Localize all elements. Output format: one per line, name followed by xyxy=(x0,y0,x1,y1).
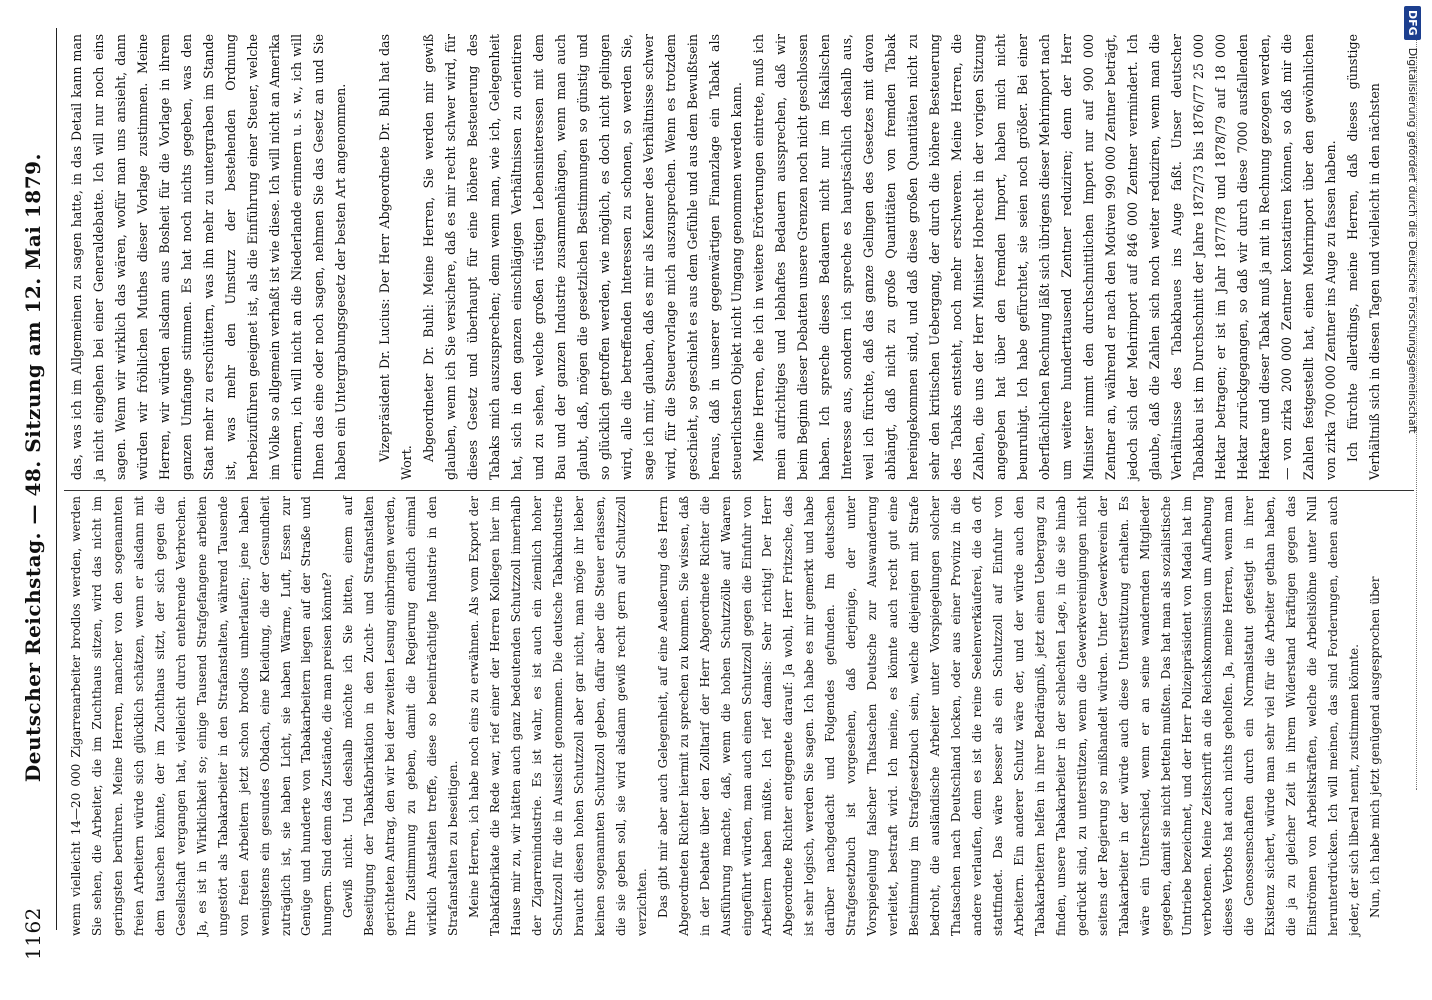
paragraph-left: Meine Herren, ich habe noch eins zu erwähnen. Als vom Export der Tabakfabrikate die Rede war, rief einer der Herren Kollegen hier im Hause mir zu, wir hätten auch ganz bedeutenden Schutzzoll innerhalb der Zigarrenindustrie. Es ist wahr, es ist auch ein ziemlich hoher Schutzzoll für die in Aussicht genommen. Die deutsche Tabakindustrie braucht diesen hohen Schutzzoll aber gar nicht, man möge ihr lieber keinen sogenannten Schutzzoll geben, dafür aber die Steuer erlassen, die sie geben soll, sie wird alsdann gewiß recht gern auf Schutzzoll verzichten. xyxy=(467,496,649,936)
column-divider xyxy=(64,490,1414,491)
page-header xyxy=(14,28,52,960)
text-column-left xyxy=(66,496,1386,936)
paragraph-left: Gewiß nicht. Und deshalb möchte ich Sie bitten, einem auf Beseitigung der Tabakfabrikation in den Zucht- und Strafanstalten gerichteten Antrag, den wir bei der zweiten Lesung einbringen werden, Ihre Zustimmung zu geben, damit die Regierung endlich einmal wirklich Anstalten treffe, diese so beeinträchtigte Industrie in den Strafanstalten zu beseitigen. xyxy=(341,496,461,936)
paragraph-left: Nun, ich habe mich jetzt genügend ausgesprochen über xyxy=(1368,576,1383,918)
paragraph-right: Meine Herren, ehe ich in weitere Erörterungen eintrete, muß ich mein aufrichtiges und lebhaftes Bedauern aussprechen, daß wir beim Beginn dieser Debatten unsere Grenzen noch nicht geschlossen haben. Ich spreche dieses Bedauern nicht nur im fiskalischen Interesse aus, sondern ich spreche es hauptsächlich deshalb aus, weil ich fürchte, daß das ganze Gelingen des Gesetzes mit davon abhängt, daß nicht zu große Quantitäten von fremden Tabak hereingekommen sind, und daß diese großen Quantitäten nicht zu sehr den kritischen Uebergang, der durch die höhere Besteuerung des Tabaks entsteht, noch mehr erschweren. Meine Herren, die Zahlen, die uns der Herr Minister Hobrecht in der vorigen Sitzung angegeben hat über den fremden Import, haben mich nicht beunruhigt. Ich habe gefürchtet, sie seien noch größer. Bei einer oberflächlichen Rechnung läßt sich übrigens dieser Mehrimport nach um weitere hunderttausend Zentner reduziren; denn der Herr Minister nimmt den durchschnittlichen Import nur auf 900 000 Zentner an, während er nach den Motiven 990 000 Zentner beträgt, jedoch sich der Mehrimport auf 846 000 Zentner vermindert. Ich glaube, daß die Zahlen sich noch weiter reduziren, wenn man die Verhältnisse des Tabakbaues ins Auge faßt. Unser deutscher Tabakbau ist im Durchschnitt der Jahre 1872/73 bis 1876/77 25 000 Hektar betragen; er ist im Jahr 1877/78 und 1878/79 auf 18 000 Hektar zurückgegangen, so daß wir durch diese 7000 ausfallenden Hektare und dieser Tabak muß ja mit in Rechnung gezogen werden, — von zirka 200 000 Zentner konstatiren können, so daß mir die Zahlen festgestellt hat, einen Mehrimport über den gewöhnlichen von zirka 700 000 Zentner ins Auge zu fassen haben. xyxy=(751,34,1338,480)
stamp-text-row xyxy=(1396,6,1430,996)
paragraph-left: wenn vielleicht 14—20 000 Zigarrenarbeiter brodlos werden, werden Sie sehen, die Arbeiter, die im Zuchthaus sitzen, wird das nicht im geringsten berühren. Meine Herren, mancher von den sogenannten freien Arbeitern würde sich glücklich schätzen, wenn er alsdann mit dem tauschen könnte, der im Zuchthaus sitzt, der sich gegen die Gesellschaft vergangen hat, vielleicht durch entehrende Verbrechen. Ja, es ist in Wirklichkeit so; einige Tausend Strafgefangene arbeiten ungestört als Tabakarbeiter in den Strafanstalten, während Tausende von freien Arbeitern jetzt schon brodlos umherlaufen; jene haben wenigstens ein gesundes Obdach, eine Kleidung, die der Gesundheit zuträglich ist, sie haben Licht, sie haben Wärme, Luft, Essen zur Genüge und hunderte von Tabakarbeitern liegen auf der Straße und hungern. Sind denn das Zustände, die man preisen könnte? xyxy=(69,496,335,936)
paragraph-right: das, was ich im Allgemeinen zu sagen hatte, in das Detail kann man ja nicht eingehen bei einer Generaldebatte. Ich will nur noch eins sagen. Wenn wir wirklich das wären, wofür man uns ansieht, dann würden wir fröhlichen Muthes dieser Vorlage zustimmen. Meine Herren, wir würden alsdann aus Bosheit für die Vorlage in ihrem ganzen Umfange stimmen. Es hat noch nichts gegeben, was den Staat mehr zu erschüttern, was ihn mehr zu untergraben im Stande ist, was mehr den Umsturz der bestehenden Ordnung herbeizuführen geeignet ist, als die Einführung einer Steuer, welche im Volke so allgemein verhaßt ist wie diese. Ich will nicht an Amerika erinnern, ich will nicht an die Niederlande erinnern u. s. w., ich will Ihnen das eine oder noch sagen, nehmen Sie das Gesetz an und Sie haben ein Untergrabungsgesetz der besten Art angenommen. xyxy=(69,34,348,480)
header-rule xyxy=(56,28,57,930)
text-column-right xyxy=(66,34,1386,480)
paragraph-left: Das gibt mir aber auch Gelegenheit, auf eine Aeußerung des Herrn Abgeordneten Richter hiermit zu sprechen zu kommen. Sie wissen, daß in der Debatte über den Zolltarif der Herr Abgeordnete Richter die Ausführung machte, daß, wenn die hohen Schutzzölle auf Waaren eingeführt würden, man auch einen Schutzzoll gegen die Einfuhr von Arbeitern haben müßte. Ich rief damals: Sehr richtig! Der Herr Abgeordnete Richter entgegnete darauf: Ja wohl, Herr Fritzsche, das ist sehr logisch, werden Sie sagen. Ich habe es mir gemerkt und habe darüber nachgedacht und Folgendes gefunden. Im deutschen Strafgesetzbuch ist vorgesehen, daß derjenige, der unter Vorspiegelung falscher Thatsachen Deutsche zur Auswanderung verleitet, bestraft wird. Ich meine, es könnte auch recht gut eine Bestimmung im Strafgesetzbuch sein, welche diejenigen mit Strafe bedroht, die ausländische Arbeiter unter Vorspiegelungen solcher Thatsachen nach Deutschland locken, oder aus einer Provinz in die andere verlaufen, denn es ist die reine Seelenverkäuferei, die da oft stattfindet. Das wäre besser als ein Schutzzoll auf Einfuhr von Arbeitern. Ein anderer Schutz wäre der, und der würde auch den Tabakarbeitern helfen in ihrer Bedrängniß, jetzt einen Uebergang zu finden, unsere Tabakarbeiter in der schlechten Lage, in die sie hinab gedrückt sind, zu unterstützen, wenn die Gewerkvereinigungen nicht seitens der Regierung so mißhandelt würden. Unter Gewerkverein der Tabakarbeiter in der würde auch diese Unterstützung erhalten. Es wäre ein Unterschied, wenn er an seine wandernden Mitglieder gegeben, damit sie nicht betteln mußten. Das hat man als sozialistische Umtriebe bezeichnet, und der Herr Polizeipräsident von Madai hat im verbotenen. Meine Zeitschrift an die Reichskommission um Aufhebung dieses Verbots hat auch nichts geholfen. Ja, meine Herren, wenn man die Genossenschaften durch ein Normalstatut gefestigt in ihrer Existenz sichert, würde man sehr viel für die Arbeiter gethan haben, die ja zu gleicher Zeit in ihrem Widerstand kräftigen gegen das Einströmen von Arbeitskräften, welche die Arbeitslöhne unter Null herunterdrücken. Ich will meinen, das sind Forderungen, denen auch jeder, der sich liberal nennt, zustimmen könnte. xyxy=(655,496,1362,936)
dfg-logo: DFG xyxy=(1405,6,1422,40)
digitization-notice: Digitalisierung gefördert durch die Deutsche Forschungsgemeinschaft xyxy=(1406,47,1420,434)
page-title: Deutscher Reichstag. — 48. Sitzung am 12. Mai 1879. xyxy=(21,153,45,783)
page-number: 1162 xyxy=(21,907,45,960)
paragraph-right: Ich fürchte allerdings, meine Herren, daß dieses günstige Verhältniß sich in diesen Tagen und vielleicht in den nächsten xyxy=(1345,34,1382,480)
margin-stamp xyxy=(1396,6,1430,996)
paragraph-right: Abgeordneter Dr. Buhl: Meine Herren, Sie werden mir gewiß glauben, wenn ich Sie versichere, daß es mir recht schwer wird, für dieses Gesetz und überhaupt für eine höhere Besteuerung des Tabaks mich auszusprechen; denn wenn man, wie ich, Gelegenheit hat, sich in den ganzen einschlägigen Verhältnissen zu orientiren und zu sehen, welche großen rüstigen Lebensinteressen mit dem Bau und der ganzen Industrie zusammenhängen, wenn man auch glaubt, daß, mögen die gesetzlichen Bestimmungen so günstig und so glücklich getroffen werden, wie möglich, es doch nicht gelingen wird, alle die betreffenden Interessen zu schonen, so werden Sie, sage ich mir, glauben, daß es mir als Kenner des Verhältnisse schwer wird, für die Steuervorlage mich auszusprechen. Wenn es trotzdem geschieht, so geschieht es aus dem Gefühle und aus dem Bewußtsein heraus, daß in unserer gegenwärtigen Finanzlage ein Tabak als steuerlichsten Objekt nicht Umgang genommen werden kann. xyxy=(421,34,744,480)
paragraph-right: Vizepräsident Dr. Lucius: Der Herr Abgeordnete Dr. Buhl hat das Wort. xyxy=(377,34,414,480)
